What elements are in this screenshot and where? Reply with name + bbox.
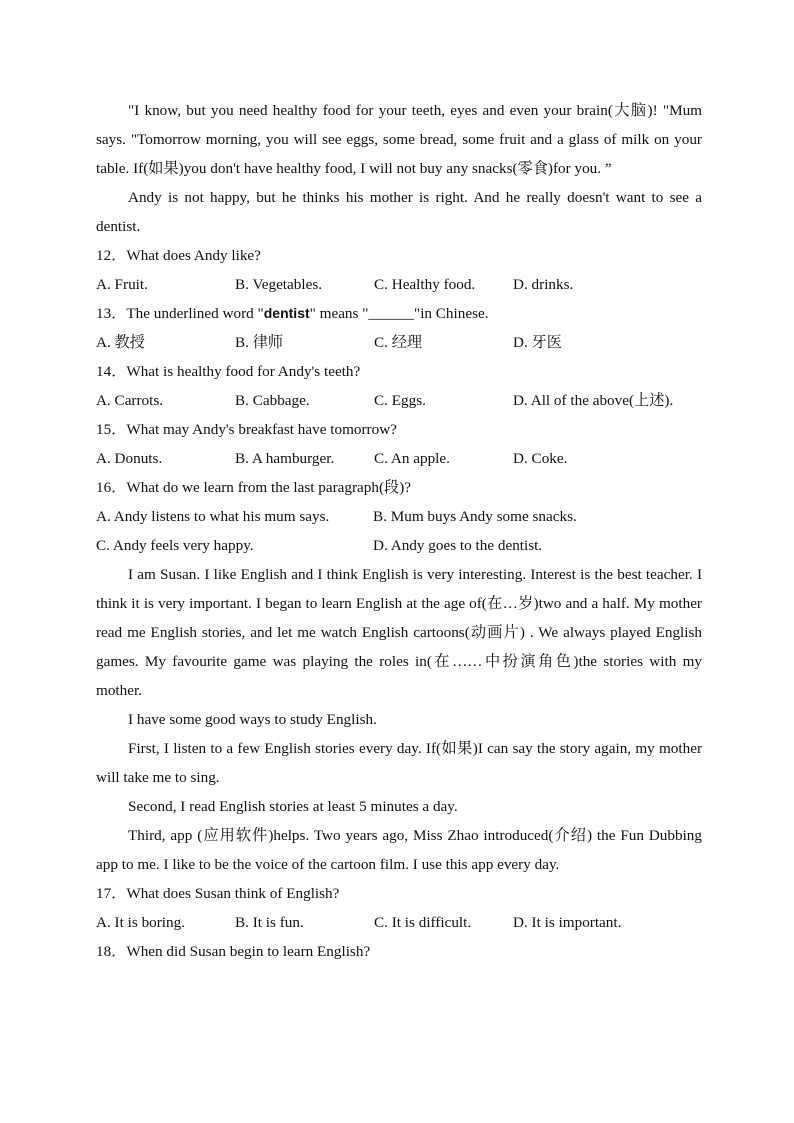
option-b[interactable]: B. Vegetables. bbox=[235, 276, 323, 293]
option-d[interactable]: D. Andy goes to the dentist. bbox=[373, 537, 543, 554]
question-13-options bbox=[96, 328, 702, 357]
passage-b-paragraph-4: Second, I read English stories at least 5 minutes a day. bbox=[128, 798, 458, 815]
option-b[interactable]: B. Cabbage. bbox=[235, 392, 310, 409]
option-b[interactable]: B. Mum buys Andy some snacks. bbox=[373, 508, 577, 525]
question-13-stem-post: " means "______"in Chinese. bbox=[309, 305, 489, 322]
option-c[interactable]: C. Healthy food. bbox=[374, 276, 476, 293]
option-a[interactable]: A. Carrots. bbox=[96, 392, 164, 409]
option-c[interactable]: C. 经理 bbox=[374, 334, 423, 351]
option-a[interactable]: A. Fruit. bbox=[96, 276, 148, 293]
option-c[interactable]: C. It is difficult. bbox=[374, 914, 472, 931]
option-c[interactable]: C. An apple. bbox=[374, 450, 450, 467]
passage-a-paragraph-1: "I know, but you need healthy food for your teeth, eyes and even your brain(大脑)! "Mum says. "Tomorrow morning, you will see eggs, some bread, some fruit and a glass of milk on your table. If(如果)you don't have healthy food, I will not buy any snacks(零食)for you. ” bbox=[96, 102, 702, 177]
question-15: 15．What may Andy's breakfast have tomorrow? bbox=[96, 421, 397, 438]
passage-a-paragraph-2: Andy is not happy, but he thinks his mother is right. And he really doesn't want to see a dentist. bbox=[96, 189, 702, 235]
option-d[interactable]: D. Coke. bbox=[513, 450, 568, 467]
option-b[interactable]: B. It is fun. bbox=[235, 914, 304, 931]
option-a[interactable]: A. Andy listens to what his mum says. bbox=[96, 508, 330, 525]
exam-page bbox=[96, 96, 702, 966]
option-a[interactable]: A. It is boring. bbox=[96, 914, 186, 931]
option-b[interactable]: B. 律师 bbox=[235, 334, 284, 351]
option-d[interactable]: D. All of the above(上述). bbox=[513, 392, 674, 409]
option-d[interactable]: D. drinks. bbox=[513, 276, 574, 293]
passage-b-paragraph-3: First, I listen to a few English stories every day. If(如果)I can say the story again, my mother will take me to sing. bbox=[96, 740, 702, 786]
question-13 bbox=[96, 299, 702, 328]
option-a[interactable]: A. 教授 bbox=[96, 334, 145, 351]
option-b[interactable]: B. A hamburger. bbox=[235, 450, 335, 467]
question-15-options bbox=[96, 444, 702, 473]
question-17-options bbox=[96, 908, 702, 937]
underlined-word: dentist bbox=[263, 305, 310, 321]
question-13-stem-pre: 13．The underlined word " bbox=[96, 305, 264, 322]
question-14: 14．What is healthy food for Andy's teeth? bbox=[96, 363, 361, 380]
question-17: 17．What does Susan think of English? bbox=[96, 885, 340, 902]
passage-b-paragraph-1: I am Susan. I like English and I think English is very interesting. Interest is the best teacher. I think it is very important. I began to learn English at the age of(在…岁)two and a half. My mother read me English stories, and let me watch English cartoons(动画片) . We always played English games. My favourite game was playing the roles in(在……中扮演角色)the stories with my mother. bbox=[96, 566, 702, 699]
question-18: 18．When did Susan begin to learn English? bbox=[96, 943, 371, 960]
option-c[interactable]: C. Andy feels very happy. bbox=[96, 537, 254, 554]
option-c[interactable]: C. Eggs. bbox=[374, 392, 426, 409]
question-14-options bbox=[96, 386, 702, 415]
option-a[interactable]: A. Donuts. bbox=[96, 450, 163, 467]
question-12: 12．What does Andy like? bbox=[96, 247, 261, 264]
question-16: 16．What do we learn from the last paragraph(段)? bbox=[96, 479, 412, 496]
passage-b-paragraph-5: Third, app (应用软件)helps. Two years ago, Miss Zhao introduced(介绍) the Fun Dubbing app to me. I like to be the voice of the cartoon film. I use this app every day. bbox=[96, 827, 702, 873]
option-d[interactable]: D. It is important. bbox=[513, 914, 622, 931]
passage-b-paragraph-2: I have some good ways to study English. bbox=[128, 711, 377, 728]
question-16-options-row-1 bbox=[96, 502, 702, 531]
question-16-options-row-2 bbox=[96, 531, 702, 560]
question-12-options bbox=[96, 270, 702, 299]
option-d[interactable]: D. 牙医 bbox=[513, 334, 562, 351]
